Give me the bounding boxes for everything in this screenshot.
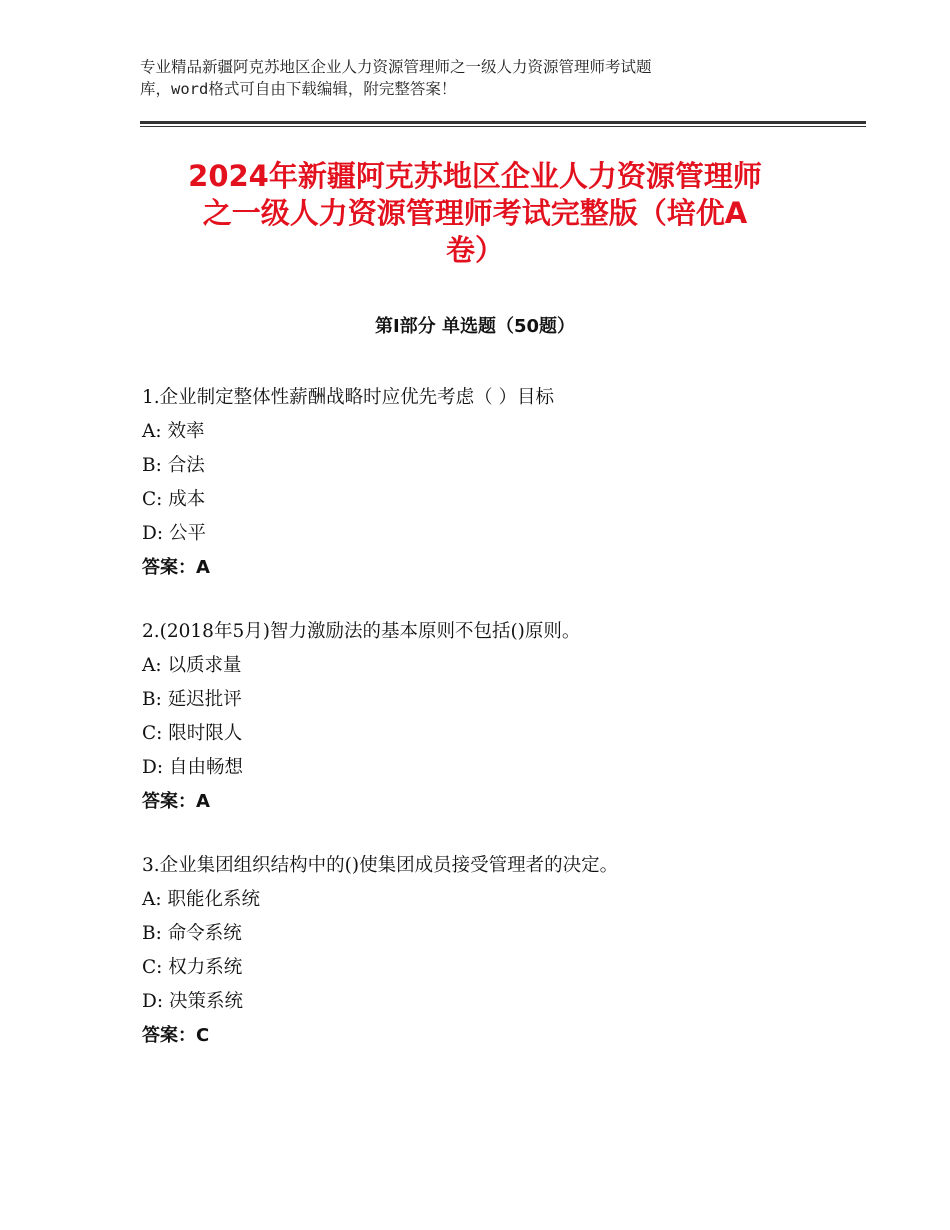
option-a: A: 以质求量 [142,655,242,676]
document-title-line-3: 卷） [445,233,504,267]
option-b: B: 命令系统 [142,923,242,944]
section-title: 第Ⅰ部分 单选题（50题） [374,316,575,337]
answer-label: 答案：A [142,557,210,578]
answer-label: 答案：C [142,1025,210,1046]
option-d: D: 决策系统 [142,991,243,1012]
option-a: A: 职能化系统 [142,889,260,910]
header-note-line-2: 库，word格式可自由下载编辑，附完整答案！ [140,80,457,98]
option-d: D: 公平 [142,523,206,544]
question-stem: 1.企业制定整体性薪酬战略时应优先考虑（ ）目标 [142,387,555,408]
header-divider-thin [140,126,866,127]
document-title-line-2: 之一级人力资源管理师考试完整版（培优A [202,196,748,230]
option-b: B: 合法 [142,455,205,476]
question-3 [142,849,842,1053]
header-note-line-1: 专业精品新疆阿克苏地区企业人力资源管理师之一级人力资源管理师考试题 [140,58,652,76]
option-a: A: 效率 [142,421,205,442]
option-d: D: 自由畅想 [142,757,243,778]
header-divider-thick [140,121,866,124]
question-list [142,381,842,1083]
question-2 [142,615,842,819]
option-c: C: 权力系统 [142,957,243,978]
document-title [140,158,810,269]
question-stem: 2.(2018年5月)智力激励法的基本原则不包括()原则。 [142,621,581,642]
header-note [140,56,800,100]
option-c: C: 成本 [142,489,206,510]
answer-label: 答案：A [142,791,210,812]
option-c: C: 限时限人 [142,723,243,744]
document-title-line-1: 2024年新疆阿克苏地区企业人力资源管理师 [188,159,762,193]
question-1 [142,381,842,585]
option-b: B: 延迟批评 [142,689,242,710]
question-stem: 3.企业集团组织结构中的()使集团成员接受管理者的决定。 [142,855,619,876]
